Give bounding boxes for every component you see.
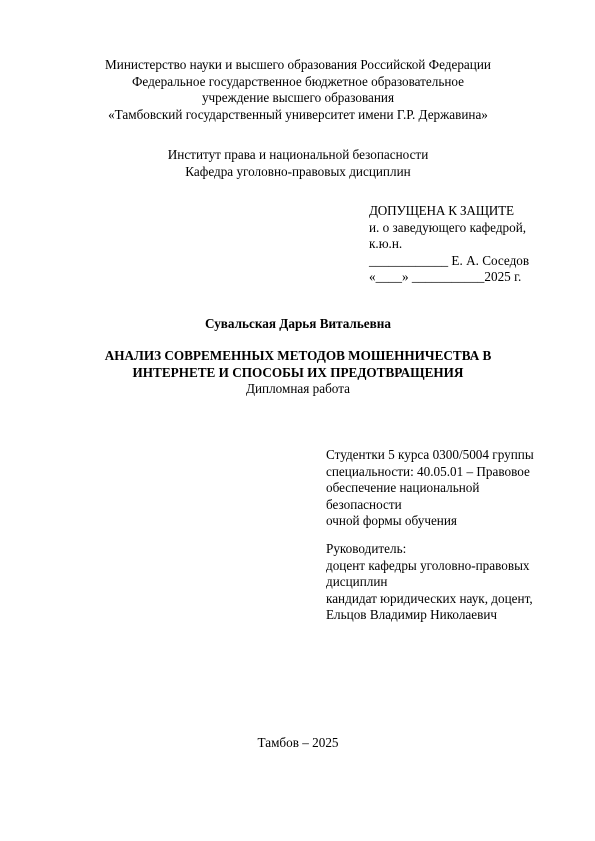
work-title-line-2: ИНТЕРНЕТЕ И СПОСОБЫ ИХ ПРЕДОТВРАЩЕНИЯ (132, 364, 464, 380)
student-specialty-line-3: безопасности (326, 496, 402, 512)
work-title-block (0, 348, 595, 398)
student-info-block (326, 447, 566, 530)
advisor-block (326, 541, 566, 624)
student-specialty-line-2: обеспечение национальной (326, 480, 480, 495)
student-specialty-line: специальности: 40.05.01 – Правовое (326, 463, 530, 479)
city-year: Тамбов – 2025 (257, 735, 339, 750)
ministry-header (0, 57, 595, 123)
ministry-line: Министерство науки и высшего образования Российской Федерации (105, 57, 491, 72)
approval-position: и. о заведующего кафедрой, (369, 219, 527, 235)
advisor-heading: Руководитель: (326, 541, 407, 556)
approval-block (369, 203, 569, 286)
institution-type-line-2: учреждение высшего образования (201, 90, 395, 105)
advisor-name: Ельцов Владимир Николаевич (326, 607, 498, 622)
advisor-degree: кандидат юридических наук, доцент, (326, 590, 533, 606)
approval-signature-line: ____________ Е. А. Соседов (369, 252, 530, 268)
institute-name: Институт права и национальной безопасности (167, 147, 429, 162)
approval-date-line: «____» ___________2025 г. (369, 269, 522, 284)
institution-type-line: Федеральное государственное бюджетное образовательное (131, 73, 465, 89)
approval-heading: ДОПУЩЕНА К ЗАЩИТЕ (369, 203, 514, 218)
advisor-position-2: дисциплин (326, 574, 388, 589)
institute-block (0, 147, 595, 180)
work-title-line-1: АНАЛИЗ СОВРЕМЕННЫХ МЕТОДОВ МОШЕННИЧЕСТВА В (104, 348, 492, 363)
approval-degree: к.ю.н. (369, 236, 403, 251)
work-type: Дипломная работа (245, 381, 350, 396)
student-course-line: Студентки 5 курса 0300/5004 группы (326, 447, 534, 462)
university-name: «Тамбовский государственный университет имени Г.Р. Державина» (108, 106, 488, 122)
student-study-form: очной формы обучения (326, 513, 457, 528)
author-name: Сувальская Дарья Витальевна (205, 316, 391, 331)
department-name: Кафедра уголовно-правовых дисциплин (185, 163, 411, 179)
advisor-position: доцент кафедры уголовно-правовых (326, 557, 530, 573)
